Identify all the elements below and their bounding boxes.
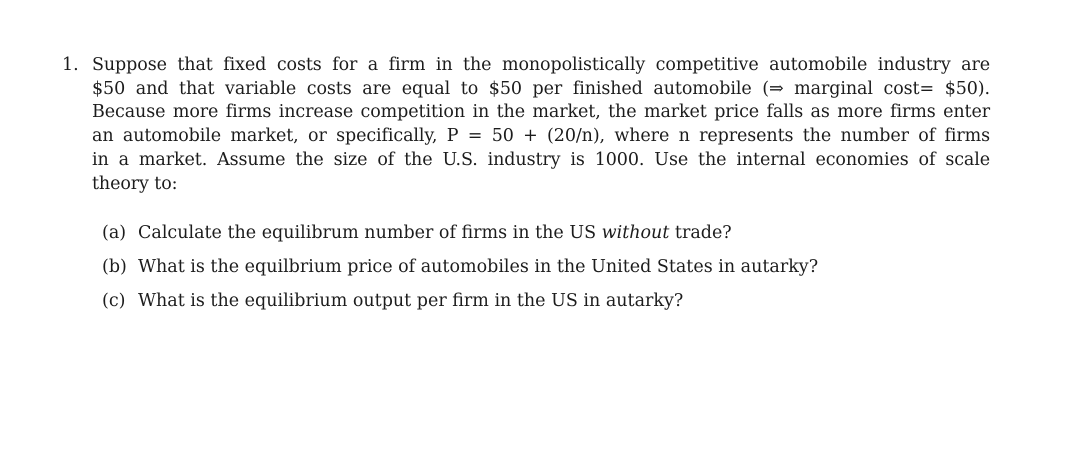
problem-number: 1. (62, 55, 79, 75)
problem-statement (92, 54, 990, 196)
statement-line: Suppose that fixed costs for a firm in the monopolistically competitive automobile industry are (92, 55, 990, 75)
statement-line: Because more firms increase competition in the market, the market price falls as more firms enter (92, 102, 990, 123)
sub-question-label: (c) (102, 291, 126, 312)
sub-question-list (102, 216, 992, 318)
sub-question-label: (a) (102, 223, 127, 244)
sub-question-label: (b) (102, 257, 127, 278)
statement-line: theory to: (92, 173, 178, 194)
sub-question-text-end: trade? (669, 223, 732, 244)
statement-line: in a market. Assume the size of the U.S. industry is 1000. Use the internal economies of scale (92, 149, 990, 170)
sub-question-text: What is the equilibrium output per firm in the US in autarky? (138, 291, 684, 312)
sub-question-b (102, 250, 992, 284)
sub-question-text: Calculate the equilibrum number of firms in the US (138, 223, 602, 244)
statement-line: $50 and that variable costs are equal to $50 per finished automobile (⇒ marginal cost= $50). (92, 78, 990, 99)
sub-question-a (102, 216, 992, 250)
sub-question-emphasis: without (601, 223, 670, 244)
sub-question-c (102, 284, 992, 318)
statement-line: an automobile market, or specifically, P = 50 + (20/n), where n represents the number of firms (92, 126, 990, 147)
sub-question-text: What is the equilbrium price of automobiles in the United States in autarky? (138, 257, 819, 278)
problem-1 (62, 54, 992, 336)
